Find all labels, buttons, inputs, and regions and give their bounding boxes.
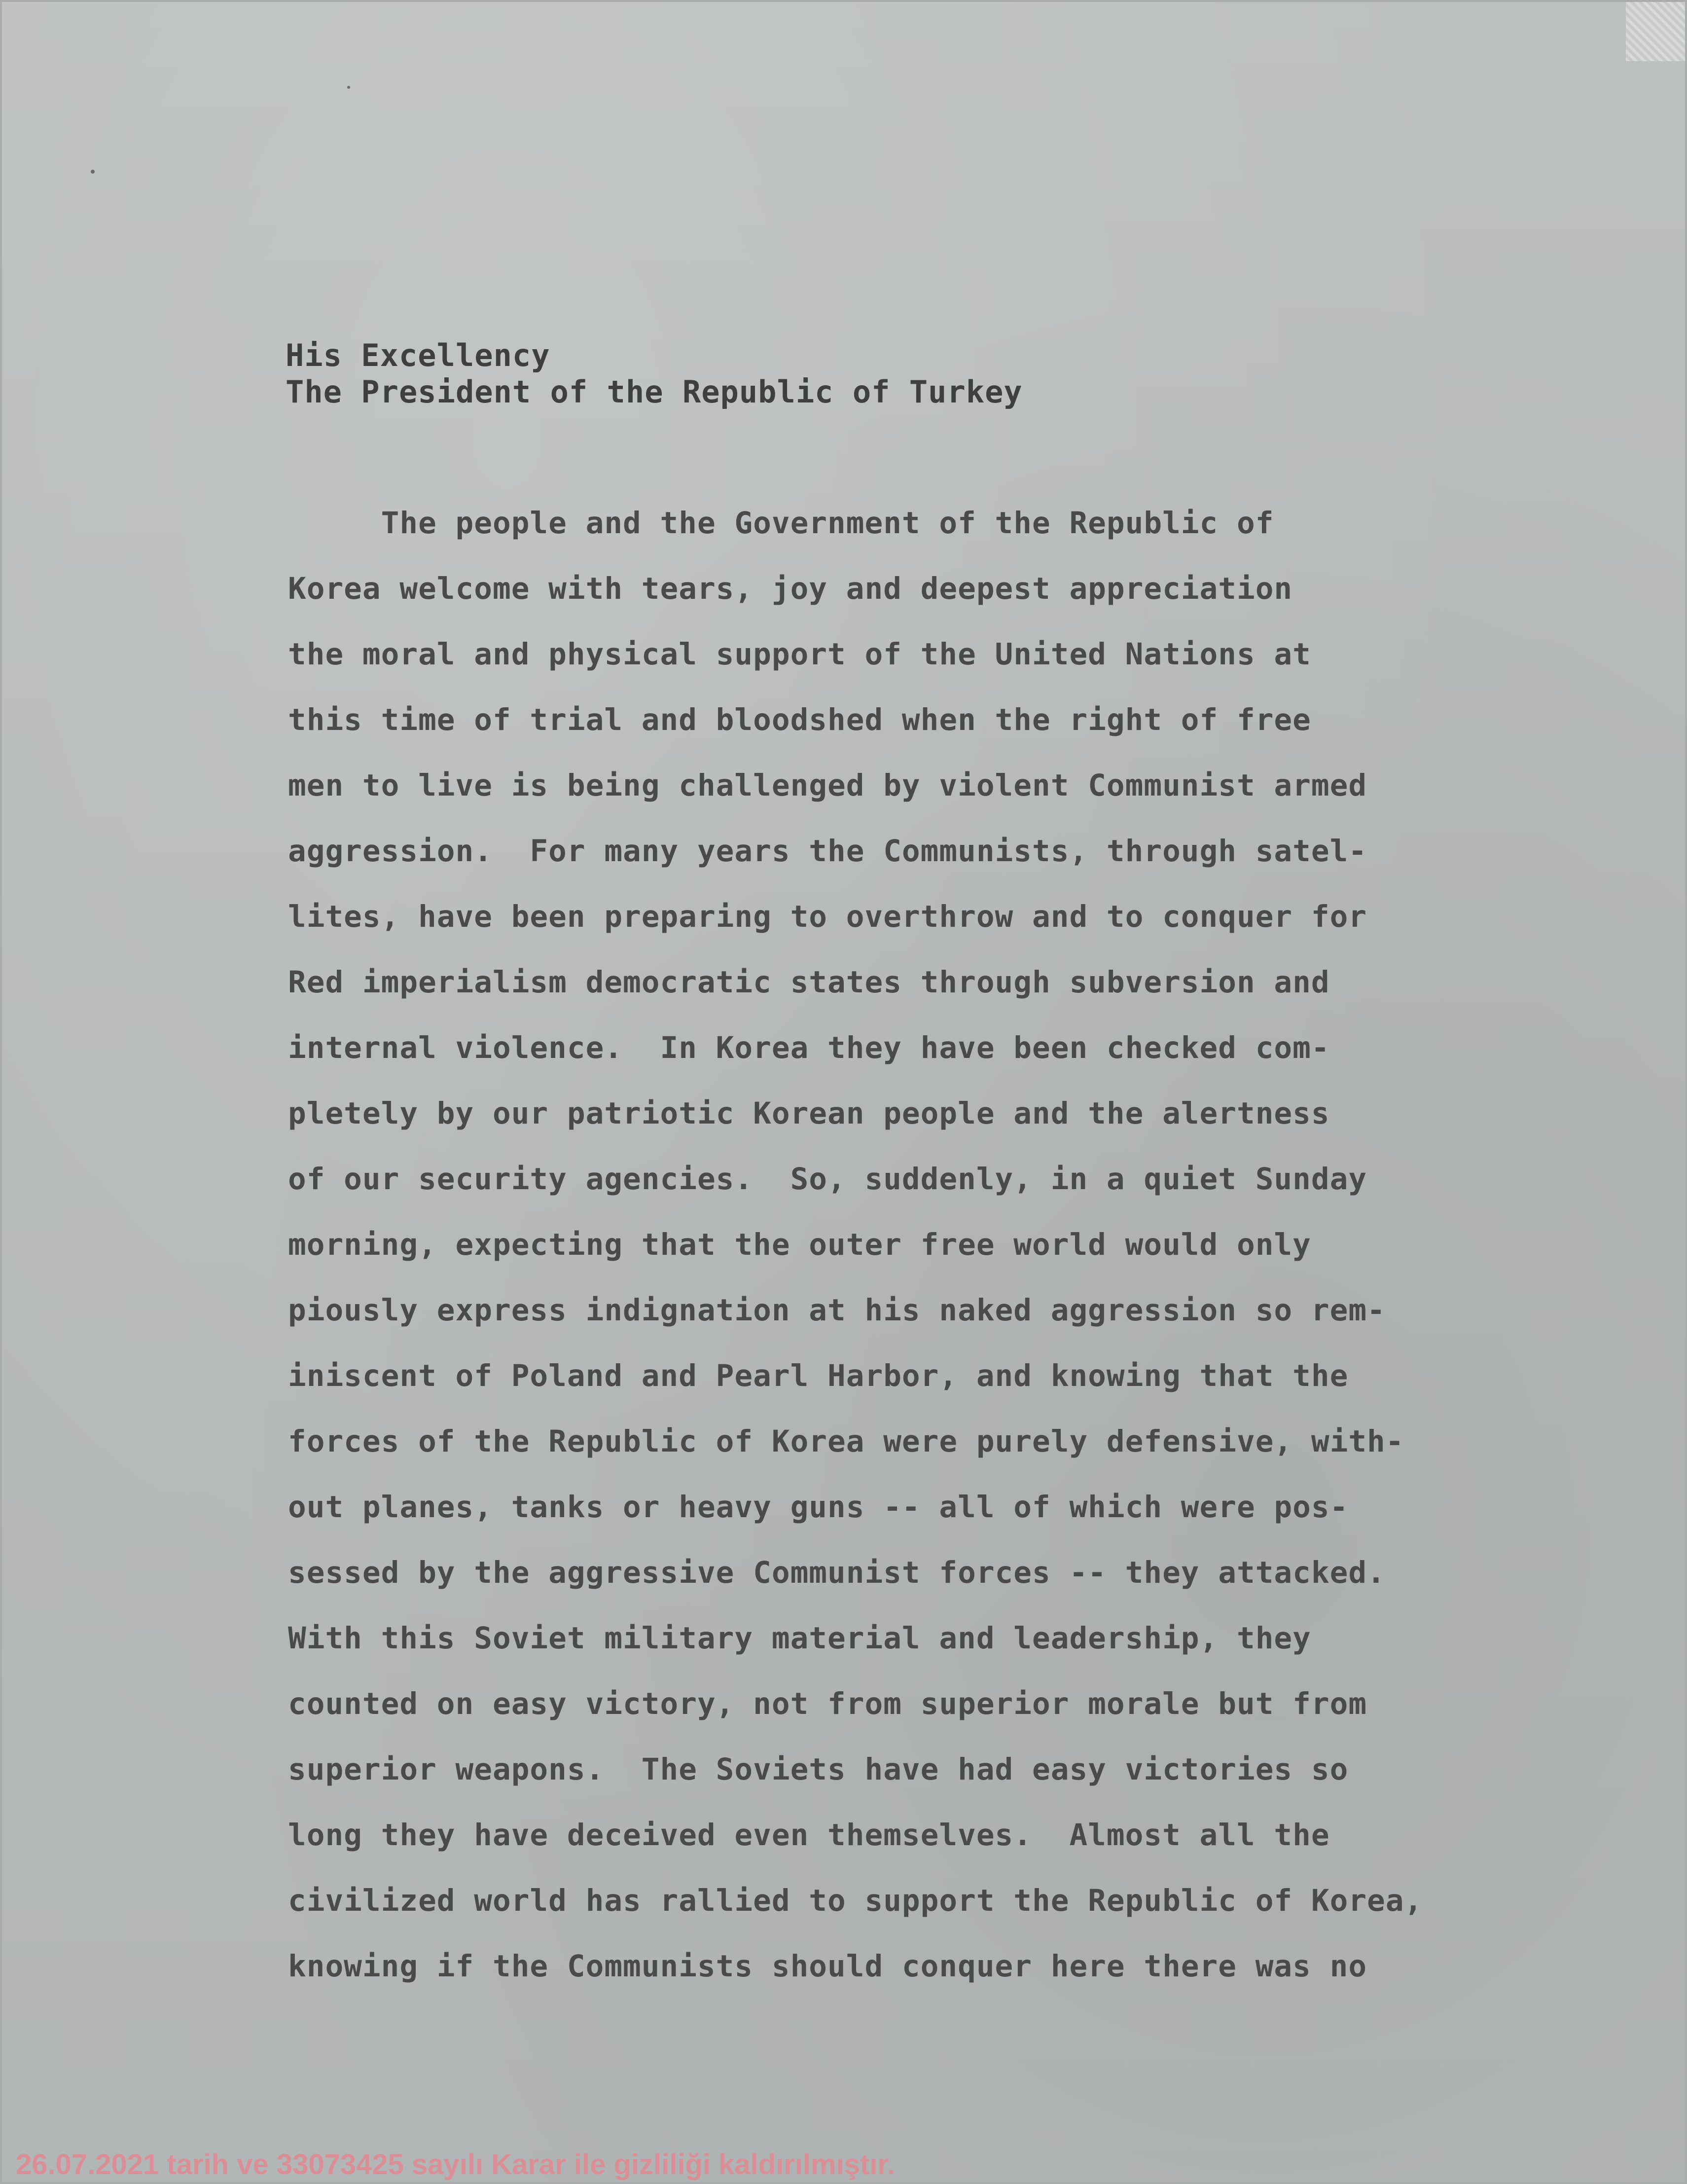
body-line: lites, have been preparing to overthrow and to conquer for: [288, 899, 1367, 934]
addressee-block: [286, 337, 1617, 410]
letter-body: [288, 490, 1570, 1999]
body-line: Red imperialism democratic states through subversion and: [288, 965, 1330, 1000]
body-line: men to live is being challenged by violent Communist armed: [288, 768, 1367, 803]
body-line: iniscent of Poland and Pearl Harbor, and knowing that the: [288, 1358, 1349, 1393]
body-line: pletely by our patriotic Korean people and the alertness: [288, 1096, 1330, 1131]
body-line: knowing if the Communists should conquer here there was no: [288, 1949, 1367, 1984]
body-line: forces of the Republic of Korea were purely defensive, with-: [288, 1424, 1404, 1459]
body-line: civilized world has rallied to support the Republic of Korea,: [288, 1883, 1423, 1918]
body-line: piously express indignation at his naked aggression so rem-: [288, 1293, 1386, 1328]
body-line: superior weapons. The Soviets have had easy victories so: [288, 1752, 1349, 1787]
declassification-stamp: 26.07.2021 tarih ve 33073425 sayılı Karar ile gizliliği kaldırılmıştır.: [16, 2148, 895, 2181]
body-line: out planes, tanks or heavy guns -- all of which were pos-: [288, 1490, 1349, 1525]
body-line: of our security agencies. So, suddenly, in a quiet Sunday: [288, 1162, 1367, 1197]
addressee-line: His Excellency: [286, 337, 550, 373]
page-corner: [1626, 2, 1685, 61]
body-line: morning, expecting that the outer free world would only: [288, 1227, 1311, 1262]
paper-speck: [91, 170, 95, 174]
body-line: With this Soviet military material and leadership, they: [288, 1621, 1311, 1656]
body-line: Korea welcome with tears, joy and deepest appreciation: [288, 571, 1293, 606]
paper-speck: [347, 86, 350, 89]
addressee-line: The President of the Republic of Turkey: [286, 374, 1023, 410]
body-line: internal violence. In Korea they have been checked com-: [288, 1030, 1330, 1065]
body-line: aggression. For many years the Communists, through satel-: [288, 834, 1367, 869]
body-line: the moral and physical support of the United Nations at: [288, 637, 1311, 672]
body-line: sessed by the aggressive Communist forces -- they attacked.: [288, 1555, 1386, 1590]
body-line: long they have deceived even themselves. Almost all the: [288, 1818, 1330, 1853]
body-line: counted on easy victory, not from superior morale but from: [288, 1686, 1367, 1721]
body-line: The people and the Government of the Republic of: [288, 506, 1274, 541]
body-line: this time of trial and bloodshed when the right of free: [288, 702, 1311, 737]
